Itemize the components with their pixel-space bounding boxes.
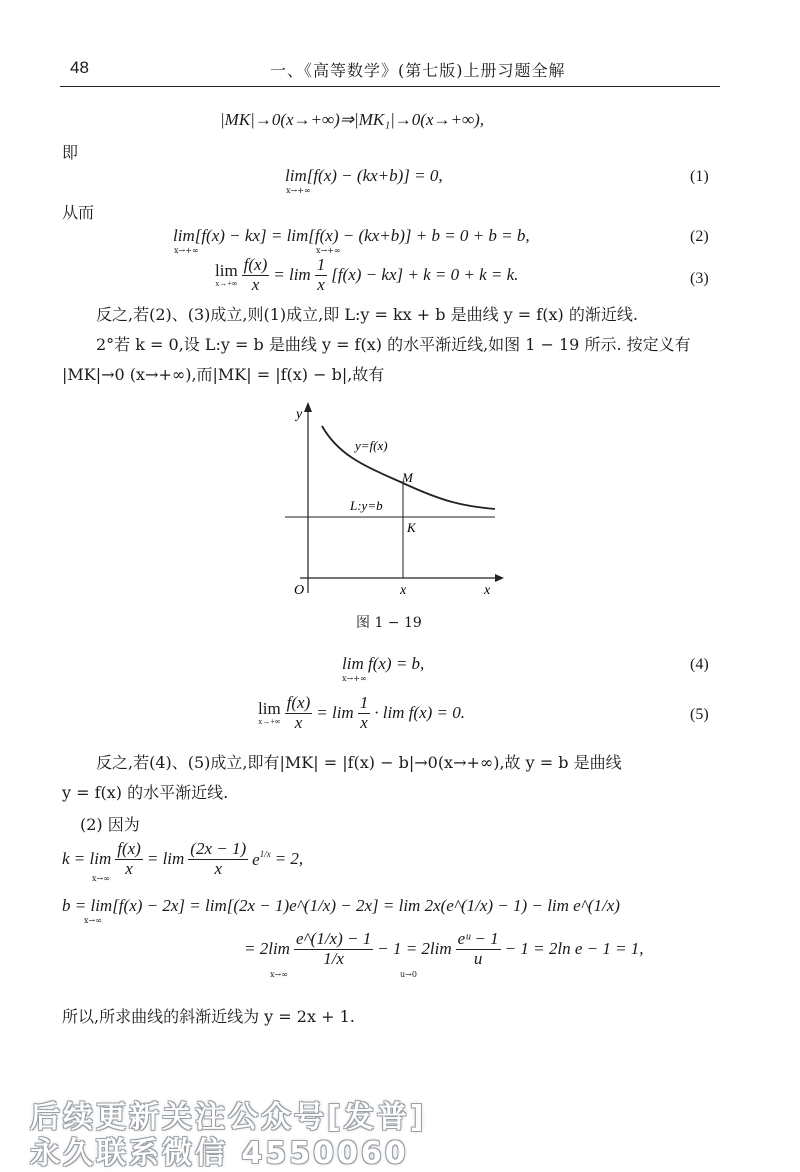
y-axis-arrow bbox=[304, 402, 312, 412]
equation-5-number: (5) bbox=[690, 706, 709, 723]
watermark-line-1: 后续更新关注公众号[发普] bbox=[30, 1100, 427, 1135]
equation-5-rest: · lim f(x) = 0. bbox=[374, 703, 466, 723]
watermark-line-2: 永久联系微信 4550060 bbox=[30, 1136, 409, 1171]
equation-2: lim[f(x) − kx] = lim[f(x) − (kx+b)] + b = 0 + b = b, bbox=[173, 226, 530, 245]
label-x-axis: x bbox=[484, 583, 491, 598]
label-m: M bbox=[402, 470, 413, 485]
label-origin: O bbox=[294, 583, 305, 598]
equation-1-number: (1) bbox=[690, 168, 709, 185]
k-derivation-e: $e^{1/x}$ bbox=[252, 848, 271, 869]
equation-1-subscript: x→+∞ bbox=[286, 186, 311, 195]
equation-4: lim f(x) = b, bbox=[342, 654, 425, 673]
label-x-tick: x bbox=[400, 583, 407, 598]
b-line2-c: − 1 = 2ln e − 1 = 1, bbox=[504, 939, 644, 959]
label-line: L:y=b bbox=[350, 498, 383, 513]
equation-5-lim: lim x→+∞ bbox=[258, 699, 281, 727]
equation-3-fraction: $\frac{f(x)}{x}$ bbox=[243, 255, 268, 294]
figure-caption: 图 1 − 19 bbox=[356, 615, 422, 631]
k-derivation-frac2: $\frac{(2x - 1)}{x}$ bbox=[190, 839, 247, 878]
equation-3-number: (3) bbox=[690, 270, 709, 287]
implication-line: |MK|→0(x→+∞)⇒|MK₁|→0(x→+∞), bbox=[220, 110, 485, 129]
x-axis-arrow bbox=[495, 574, 504, 582]
k-derivation-a: k = lim bbox=[62, 849, 112, 869]
b-subscript-1: x→∞ bbox=[84, 916, 102, 925]
b-derivation-line2 bbox=[244, 930, 644, 968]
b-line2-frac1: $\frac{e\^{}(1/x) - 1}{1/x}$ bbox=[295, 929, 372, 968]
equation-5 bbox=[258, 694, 465, 732]
figure-1-19 bbox=[280, 398, 510, 608]
equation-4-number: (4) bbox=[690, 656, 709, 673]
equation-4-subscript: x→+∞ bbox=[342, 674, 367, 683]
label-k: K bbox=[407, 520, 416, 535]
paragraph-converse-1: 反之,若(2)、(3)成立,则(1)成立,即 L:y = kx + b 是曲线 y = f(x) 的渐近线. bbox=[96, 305, 638, 324]
label-y: y bbox=[296, 407, 303, 422]
k-derivation-b: = lim bbox=[146, 849, 185, 869]
equation-3-fraction-one: $\frac{1}{x}$ bbox=[316, 255, 326, 294]
equation-2-subscript: x→+∞ bbox=[174, 246, 199, 255]
equation-1-text: lim[f(x) − (kx+b)] = 0, bbox=[285, 166, 443, 185]
equation-2-subscript-b: x→+∞ bbox=[316, 246, 341, 255]
paragraph-horizontal-b: |MK|→0 (x→+∞),而|MK| = |f(x) − b|,故有 bbox=[62, 365, 385, 384]
header-rule bbox=[60, 86, 720, 87]
equation-2-number: (2) bbox=[690, 228, 709, 245]
curve-f bbox=[322, 426, 495, 509]
equation-3 bbox=[215, 256, 518, 294]
label-ji: 即 bbox=[62, 143, 79, 162]
k-derivation bbox=[62, 840, 303, 878]
b-subscript-u: u→0 bbox=[400, 970, 417, 979]
page-number: 48 bbox=[70, 58, 89, 77]
k-derivation-d: = 2, bbox=[274, 849, 304, 869]
equation-1 bbox=[285, 166, 443, 186]
equation-3-lim: lim x→+∞ bbox=[215, 261, 238, 289]
paragraph-horizontal-a: 2°若 k = 0,设 L:y = b 是曲线 y = f(x) 的水平渐近线,如图 1 − 19 所示. 按定义有 bbox=[96, 335, 691, 354]
k-subscript: x→∞ bbox=[92, 874, 110, 883]
b-line2-a: = 2lim bbox=[244, 939, 290, 959]
running-header-title: 一、《高等数学》(第七版)上册习题全解 bbox=[270, 61, 566, 80]
b-derivation-line1: b = lim[f(x) − 2x] = lim[(2x − 1)e^(1/x) − 2x] = lim 2x(e^(1/x) − 1) − lim e^(1/x) bbox=[62, 896, 620, 915]
conclusion: 所以,所求曲线的斜渐近线为 y = 2x + 1. bbox=[62, 1007, 355, 1026]
label-congeer: 从而 bbox=[62, 203, 95, 222]
b-line2-b: − 1 = 2lim bbox=[377, 939, 452, 959]
equation-5-mid: = lim bbox=[316, 703, 354, 723]
label-curve: y=f(x) bbox=[355, 438, 388, 453]
k-derivation-frac1: $\frac{f(x)}{x}$ bbox=[117, 839, 141, 878]
paragraph-converse-2b: y = f(x) 的水平渐近线. bbox=[62, 783, 229, 802]
equation-5-fraction: $\frac{f(x)}{x}$ bbox=[286, 693, 311, 732]
equation-3-mid: = lim bbox=[273, 265, 311, 285]
equation-5-fraction-one: $\frac{1}{x}$ bbox=[359, 693, 369, 732]
b-line2-frac2: $\frac{\text{eᵘ − 1}}{u}$ bbox=[457, 929, 499, 968]
b-subscript-x: x→∞ bbox=[270, 970, 288, 979]
paragraph-converse-2a: 反之,若(4)、(5)成立,即有|MK| = |f(x) − b|→0(x→+∞),故 y = b 是曲线 bbox=[96, 753, 622, 772]
equation-3-rest: [f(x) − kx] + k = 0 + k = k. bbox=[331, 265, 519, 285]
paragraph-part-2: (2) 因为 bbox=[80, 815, 140, 834]
